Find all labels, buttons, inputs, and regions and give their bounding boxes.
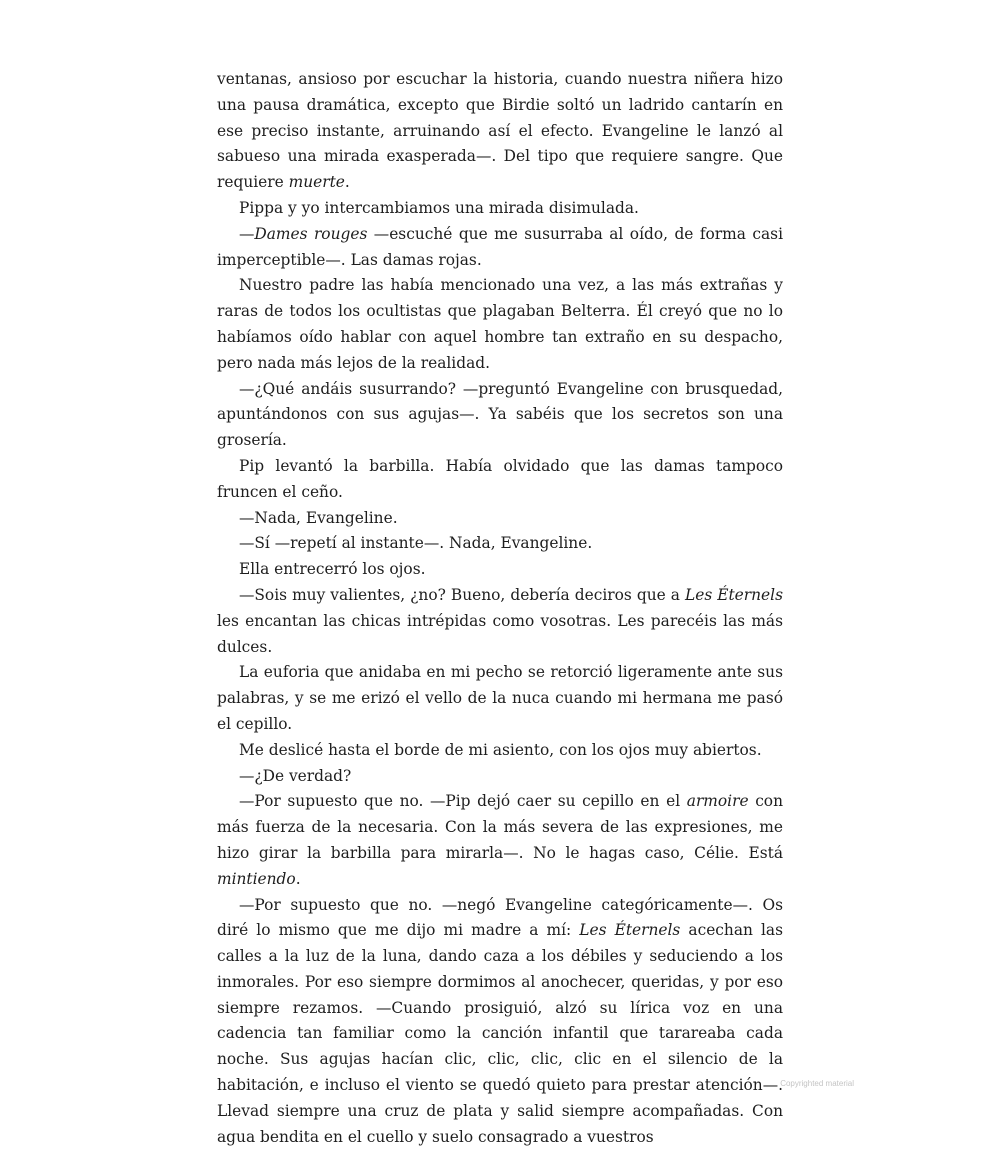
- paragraph: [217, 67, 783, 196]
- paragraph: [217, 273, 783, 376]
- paragraph: [217, 893, 783, 1150]
- italic-text: Dames rouges: [254, 225, 367, 243]
- paragraph: [217, 738, 783, 764]
- text-run: —: [239, 225, 254, 243]
- paragraph: [217, 506, 783, 532]
- paragraph: [217, 454, 783, 506]
- text-run: Pip levantó la barbilla. Había olvidado que las damas tampoco fruncen el ceño.: [217, 457, 783, 501]
- italic-text: Les Éternels: [685, 586, 783, 604]
- paragraph: [217, 196, 783, 222]
- text-run: .: [296, 870, 301, 888]
- text-run: —Por supuesto que no. —Pip dejó caer su cepillo en el: [239, 792, 687, 810]
- text-run: Me deslicé hasta el borde de mi asiento, con los ojos muy abiertos.: [239, 741, 762, 759]
- paragraph: [217, 531, 783, 557]
- text-run: —¿Qué andáis susurrando? —preguntó Evangeline con brusquedad, apuntándonos con sus agujas—. Ya sabéis que los secretos son una grosería.: [217, 380, 783, 450]
- text-run: —escuché que me susurraba al oído, de forma casi imperceptible—. Las damas rojas.: [217, 225, 783, 269]
- italic-text: muerte: [289, 173, 345, 191]
- text-run: La euforia que anidaba en mi pecho se retorció ligeramente ante sus palabras, y se me erizó el vello de la nuca cuando mi hermana me pasó el cepillo.: [217, 663, 783, 733]
- text-run: —Por supuesto que no. —negó Evangeline categóricamente—. Os diré lo mismo que me dijo mi madre a mí:: [217, 896, 783, 940]
- text-run: acechan las calles a la luz de la luna, dando caza a los débiles y seduciendo a los inmorales. Por eso siempre dormimos al anochecer, queridas, y por eso siempre rezamos. —Cuando prosiguió, alzó su lírica voz en una cadencia tan familiar como la canción infantil que tarareaba cada noche. Sus agujas hacían clic, clic, clic, clic en el silencio de la habitación, e incluso el viento se quedó quieto para prestar atención—. Llevad siempre una cruz de plata y salid siempre acompañadas. Con agua bendita en el cuello y suelo consagrado a vuestros: [217, 921, 783, 1145]
- paragraph: [217, 222, 783, 274]
- text-run: Pippa y yo intercambiamos una mirada disimulada.: [239, 199, 639, 217]
- text-run: les encantan las chicas intrépidas como vosotras. Les parecéis las más dulces.: [217, 612, 783, 656]
- text-run: —Nada, Evangeline.: [239, 509, 398, 527]
- paragraph: [217, 789, 783, 892]
- body-text: [217, 67, 783, 1150]
- text-run: —Sí —repetí al instante—. Nada, Evangeline.: [239, 534, 592, 552]
- text-run: Ella entrecerró los ojos.: [239, 560, 426, 578]
- paragraph: [217, 660, 783, 737]
- text-run: .: [345, 173, 350, 191]
- text-run: Nuestro padre las había mencionado una vez, a las más extrañas y raras de todos los ocultistas que plagaban Belterra. Él creyó que no lo habíamos oído hablar con aquel hombre tan extraño en su despacho, pero nada más lejos de la realidad.: [217, 276, 783, 371]
- paragraph: [217, 377, 783, 454]
- copyright-watermark: Copyrighted material: [780, 1079, 854, 1088]
- text-run: ventanas, ansioso por escuchar la historia, cuando nuestra niñera hizo una pausa dramática, excepto que Birdie soltó un ladrido cantarín en ese preciso instante, arruinando así el efecto. Evangeline le lanzó al sabueso una mirada exasperada—. Del tipo que requiere sangre. Que requiere: [217, 70, 783, 191]
- italic-text: armoire: [687, 792, 749, 810]
- paragraph: [217, 764, 783, 790]
- text-run: —Sois muy valientes, ¿no? Bueno, debería deciros que a: [239, 586, 685, 604]
- text-run: —¿De verdad?: [239, 767, 351, 785]
- italic-text: mintiendo: [217, 870, 296, 888]
- paragraph: [217, 557, 783, 583]
- italic-text: Les Éternels: [579, 921, 680, 939]
- paragraph: [217, 583, 783, 660]
- text-run: con más fuerza de la necesaria. Con la más severa de las expresiones, me hizo girar la barbilla para mirarla—. No le hagas caso, Célie. Está: [217, 792, 783, 862]
